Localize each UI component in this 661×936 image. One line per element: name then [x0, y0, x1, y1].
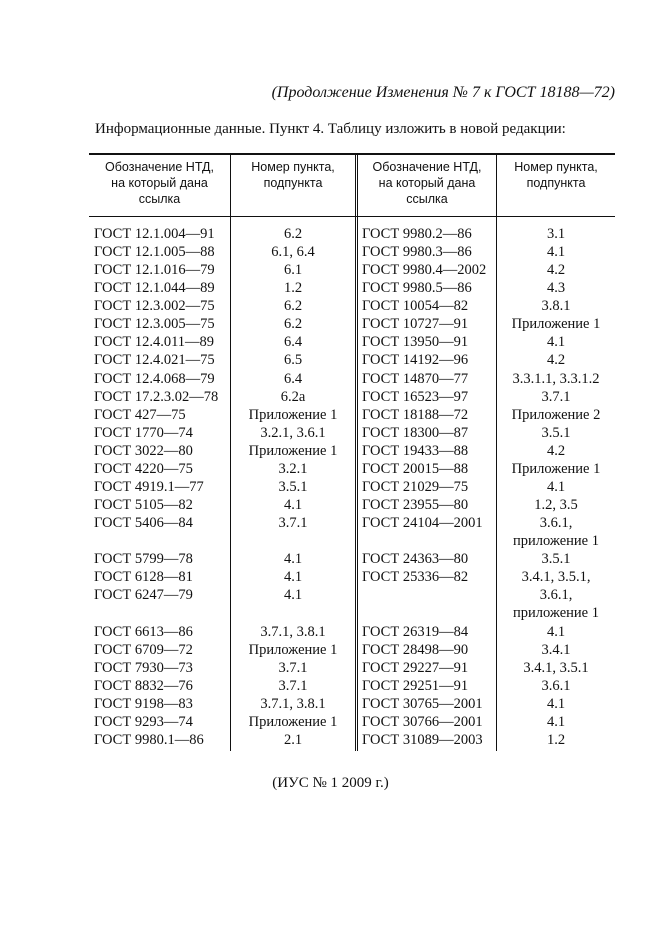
document-code: ГОСТ 5105—82 — [94, 497, 193, 514]
document-code: ГОСТ 5406—84 — [94, 515, 193, 532]
clause-number: 3.7.1, 3.8.1 — [260, 623, 326, 640]
document-code: ГОСТ 16523—97 — [362, 388, 469, 405]
document-code: ГОСТ 3022—80 — [94, 442, 193, 459]
clause-number: 4.1 — [546, 623, 566, 640]
clause-number: 3.4.1, 3.5.1 — [523, 659, 589, 676]
document-code: ГОСТ 20015—88 — [362, 460, 469, 477]
table-row — [89, 695, 615, 713]
document-code: ГОСТ 14192—96 — [362, 352, 469, 369]
document-code: ГОСТ 18188—72 — [362, 406, 469, 423]
table-row — [89, 586, 615, 604]
column-header-line: на который дана — [111, 176, 208, 190]
table-row — [89, 496, 615, 514]
clause-number: 4.1 — [283, 569, 303, 586]
table-row — [89, 623, 615, 641]
document-code: ГОСТ 12.4.068—79 — [94, 370, 215, 387]
document-code: ГОСТ 9980.4—2002 — [362, 262, 487, 279]
clause-number: 4.1 — [546, 695, 566, 712]
document-code: ГОСТ 26319—84 — [362, 623, 469, 640]
document-code: ГОСТ 1770—74 — [94, 424, 193, 441]
clause-number: 4.2 — [546, 262, 566, 279]
document-code: ГОСТ 5799—78 — [94, 551, 193, 568]
document-code: ГОСТ 31089—2003 — [362, 731, 483, 748]
clause-number: 4.1 — [546, 713, 566, 730]
document-code: ГОСТ 14870—77 — [362, 370, 469, 387]
clause-number: 6.4 — [283, 334, 303, 351]
document-code: ГОСТ 9980.3—86 — [362, 244, 472, 261]
table-row — [89, 659, 615, 677]
column-header-line: подпункта — [526, 176, 586, 190]
clause-number: 3.5.1 — [541, 424, 571, 441]
clause-number: приложение 1 — [513, 605, 599, 622]
clause-number: Приложение 1 — [511, 460, 601, 477]
table-row — [89, 333, 615, 351]
clause-number: Приложение 2 — [511, 406, 601, 423]
table-row — [89, 370, 615, 388]
table-row — [89, 460, 615, 478]
document-code: ГОСТ 24104—2001 — [362, 515, 483, 532]
continuation-header: (Продолжение Изменения № 7 к ГОСТ 18188—72) — [271, 84, 615, 101]
document-code: ГОСТ 12.1.016—79 — [94, 262, 215, 279]
clause-number: 3.7.1 — [278, 515, 308, 532]
table-row — [89, 315, 615, 333]
table-row — [89, 514, 615, 532]
clause-number: 3.7.1 — [278, 677, 308, 694]
document-code: ГОСТ 6613—86 — [94, 623, 193, 640]
clause-number: Приложение 1 — [248, 406, 338, 423]
clause-number: 3.1 — [546, 226, 566, 242]
clause-number: 6.2 — [283, 316, 303, 333]
table-row — [89, 442, 615, 460]
clause-number: 3.8.1 — [541, 298, 571, 315]
reference-table — [89, 153, 615, 751]
table-row — [89, 225, 615, 243]
column-header-line: Обозначение НТД, — [372, 160, 482, 174]
column-header-line: Номер пункта, — [514, 160, 598, 174]
clause-number: 6.1, 6.4 — [271, 244, 315, 261]
document-code: ГОСТ 18300—87 — [362, 424, 469, 441]
document-code: ГОСТ 13950—91 — [362, 334, 469, 351]
column-header-clause — [497, 159, 615, 191]
document-code: ГОСТ 17.2.3.02—78 — [94, 388, 219, 405]
clause-number: 3.7.1, 3.8.1 — [260, 695, 326, 712]
table-row — [89, 261, 615, 279]
table-row — [89, 677, 615, 695]
column-header-line: подпункта — [263, 176, 323, 190]
clause-number: 6.2 — [283, 298, 303, 315]
document-code: ГОСТ 29251—91 — [362, 677, 469, 694]
table-row — [89, 243, 615, 261]
document-code: ГОСТ 10727—91 — [362, 316, 469, 333]
clause-number: 3.7.1 — [278, 659, 308, 676]
document-code: ГОСТ 12.1.004—91 — [94, 226, 215, 242]
table-top-rule — [89, 153, 615, 155]
clause-number: 6.5 — [283, 352, 303, 369]
clause-number: 4.3 — [546, 280, 566, 297]
document-code: ГОСТ 9198—83 — [94, 695, 193, 712]
document-code: ГОСТ 12.3.005—75 — [94, 316, 215, 333]
column-header-clause — [231, 159, 355, 191]
clause-number: 2.1 — [283, 731, 303, 748]
table-row — [89, 388, 615, 406]
document-code: ГОСТ 9980.1—86 — [94, 731, 204, 748]
table-row — [89, 604, 615, 622]
document-code: ГОСТ 30765—2001 — [362, 695, 483, 712]
clause-number: 4.1 — [546, 478, 566, 495]
clause-number: 1.2 — [283, 280, 303, 297]
source-footnote: (ИУС № 1 2009 г.) — [272, 775, 389, 791]
document-code: ГОСТ 9980.5—86 — [362, 280, 472, 297]
column-header-line: ссылка — [406, 192, 448, 206]
clause-number: 3.2.1 — [278, 460, 308, 477]
column-header-document — [89, 159, 230, 207]
table-row — [89, 297, 615, 315]
table-header-rule — [89, 216, 615, 217]
table-row — [89, 406, 615, 424]
document-code: ГОСТ 21029—75 — [362, 478, 469, 495]
clause-number: 4.1 — [283, 551, 303, 568]
clause-number: 4.1 — [546, 334, 566, 351]
table-row — [89, 478, 615, 496]
document-code: ГОСТ 12.1.044—89 — [94, 280, 215, 297]
document-code: ГОСТ 10054—82 — [362, 298, 469, 315]
document-code: ГОСТ 29227—91 — [362, 659, 469, 676]
document-code: ГОСТ 9980.2—86 — [362, 226, 472, 242]
document-code: ГОСТ 8832—76 — [94, 677, 193, 694]
table-row — [89, 731, 615, 749]
column-header-line: Номер пункта, — [251, 160, 335, 174]
document-code: ГОСТ 25336—82 — [362, 569, 469, 586]
table-row — [89, 424, 615, 442]
clause-number: 1.2, 3.5 — [534, 497, 578, 514]
clause-number: 3.6.1 — [541, 677, 571, 694]
clause-number: 4.2 — [546, 442, 566, 459]
clause-number: 3.7.1 — [541, 388, 571, 405]
clause-number: 6.2 — [283, 226, 303, 242]
table-row — [89, 351, 615, 369]
document-code: ГОСТ 19433—88 — [362, 442, 469, 459]
clause-number: 6.4 — [283, 370, 303, 387]
clause-number: 4.1 — [283, 587, 303, 604]
document-code: ГОСТ 9293—74 — [94, 713, 193, 730]
clause-number: 3.5.1 — [278, 478, 308, 495]
column-header-line: ссылка — [138, 192, 181, 206]
table-row — [89, 532, 615, 550]
clause-number: 6.2а — [280, 388, 306, 405]
column-header-document — [358, 159, 496, 207]
table-row — [89, 641, 615, 659]
column-header-line: Обозначение НТД, — [105, 160, 214, 174]
document-code: ГОСТ 4919.1—77 — [94, 478, 204, 495]
document-code: ГОСТ 12.3.002—75 — [94, 298, 215, 315]
intro-text: Информационные данные. Пункт 4. Таблицу изложить в новой редакции: — [95, 121, 566, 137]
table-row — [89, 713, 615, 731]
clause-number: 4.1 — [283, 497, 303, 514]
clause-number: 1.2 — [546, 731, 566, 748]
clause-number: 6.1 — [283, 262, 303, 279]
document-code: ГОСТ 30766—2001 — [362, 713, 483, 730]
column-header-line: на который дана — [378, 176, 476, 190]
document-code: ГОСТ 6247—79 — [94, 587, 193, 604]
clause-number: 4.2 — [546, 352, 566, 369]
table-row — [89, 279, 615, 297]
clause-number: Приложение 1 — [248, 713, 338, 730]
clause-number: Приложение 1 — [511, 316, 601, 333]
clause-number: 3.3.1.1, 3.3.1.2 — [512, 370, 600, 387]
document-code: ГОСТ 12.4.021—75 — [94, 352, 215, 369]
document-code: ГОСТ 7930—73 — [94, 659, 193, 676]
document-code: ГОСТ 4220—75 — [94, 460, 193, 477]
document-code: ГОСТ 28498—90 — [362, 641, 469, 658]
table-row — [89, 550, 615, 568]
clause-number: 3.4.1, 3.5.1, — [521, 569, 591, 586]
document-code: ГОСТ 24363—80 — [362, 551, 469, 568]
clause-number: Приложение 1 — [248, 641, 338, 658]
document-code: ГОСТ 6128—81 — [94, 569, 193, 586]
clause-number: 3.4.1 — [541, 641, 571, 658]
document-code: ГОСТ 427—75 — [94, 406, 186, 423]
document-code: ГОСТ 12.1.005—88 — [94, 244, 215, 261]
table-row — [89, 568, 615, 586]
clause-number: 4.1 — [546, 244, 566, 261]
document-code: ГОСТ 12.4.011—89 — [94, 334, 215, 351]
clause-number: 3.5.1 — [541, 551, 571, 568]
document-code: ГОСТ 23955—80 — [362, 497, 469, 514]
clause-number: приложение 1 — [513, 533, 599, 550]
clause-number: 3.6.1, — [539, 587, 573, 604]
clause-number: 3.6.1, — [539, 515, 573, 532]
clause-number: 3.2.1, 3.6.1 — [260, 424, 326, 441]
document-code: ГОСТ 6709—72 — [94, 641, 193, 658]
clause-number: Приложение 1 — [248, 442, 338, 459]
